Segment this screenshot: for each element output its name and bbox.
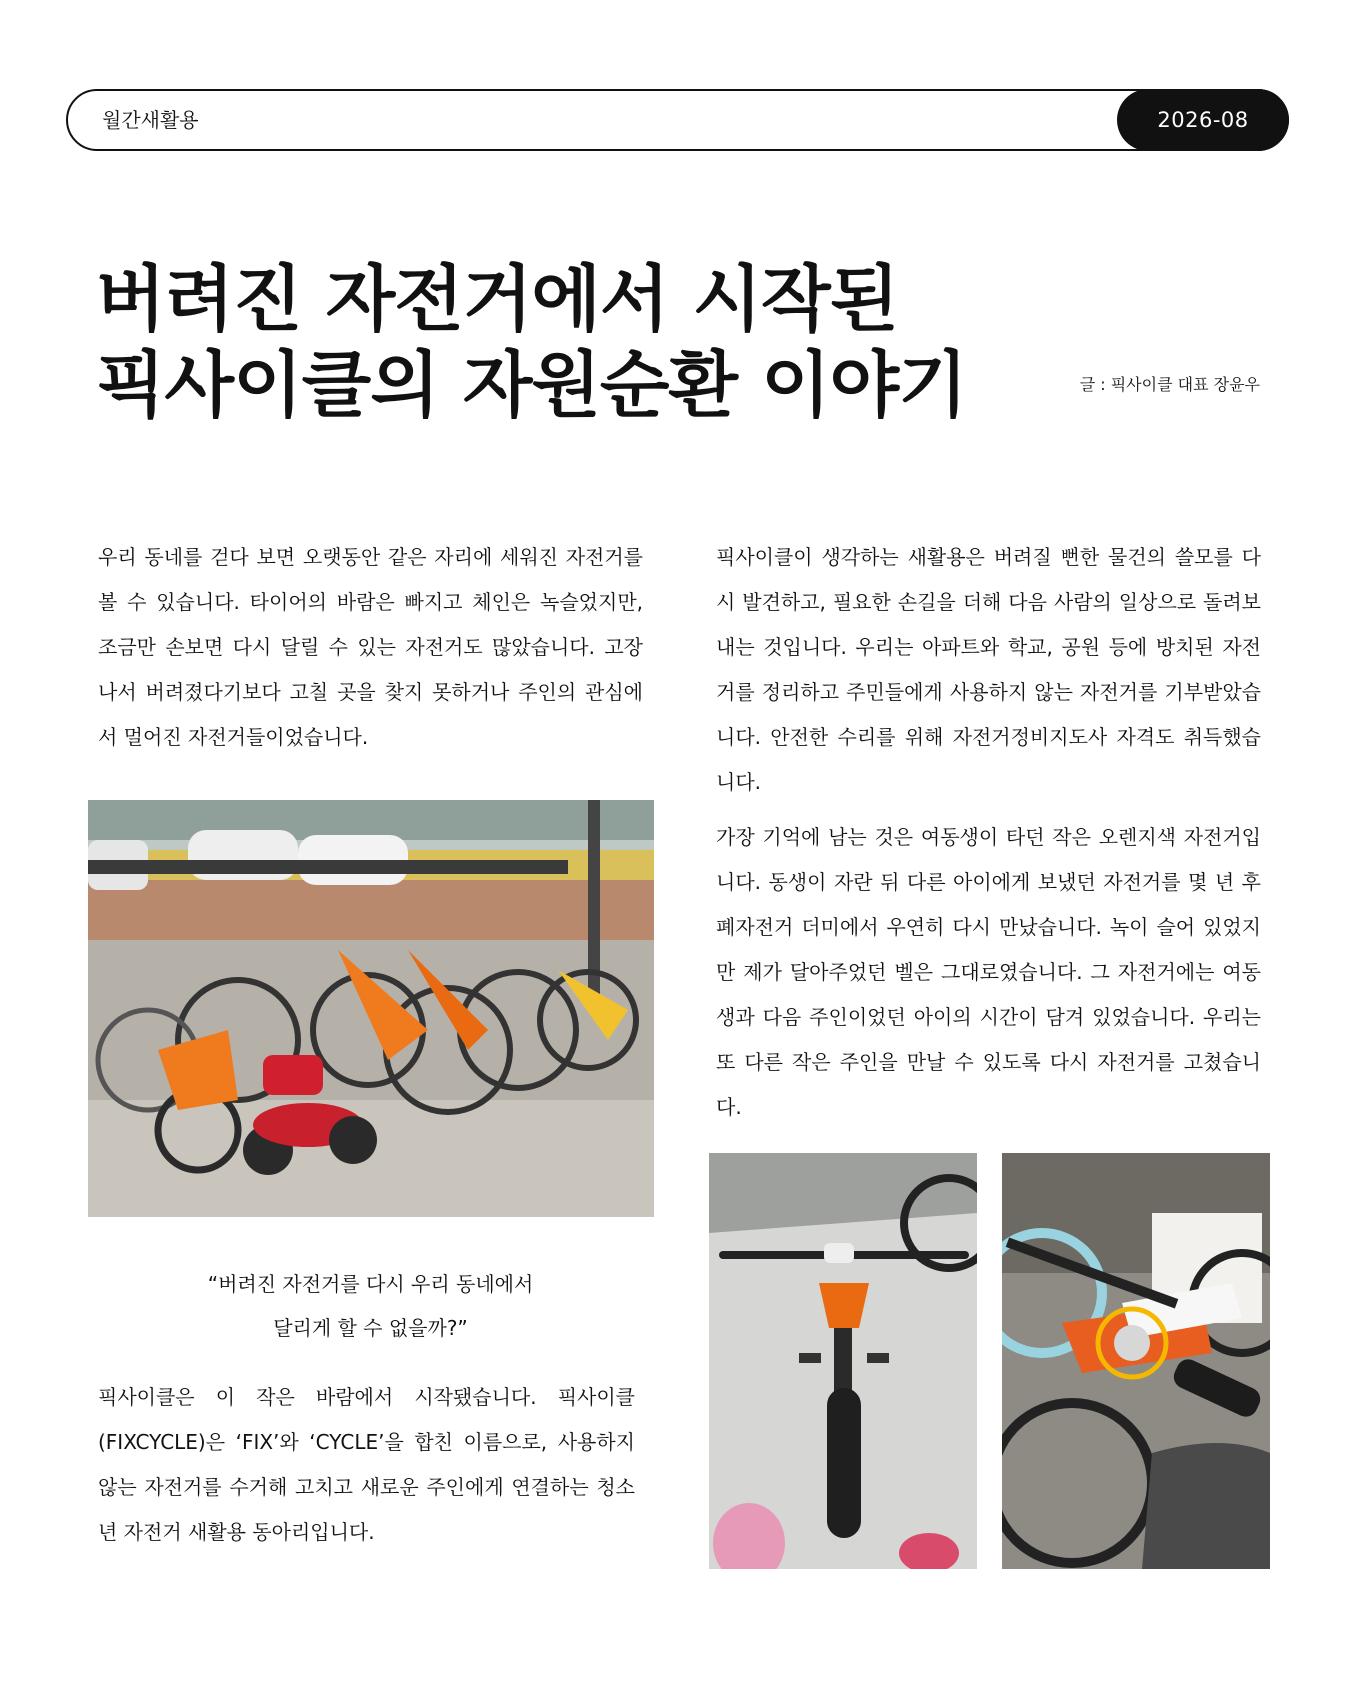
issue-badge: 2026-08 xyxy=(1117,89,1289,151)
body-column-left-bottom xyxy=(98,1375,635,1555)
title-line-2: 픽사이클의 자원순환 이야기 xyxy=(96,343,967,427)
photo-bell-closeup xyxy=(1002,1153,1270,1569)
quote-line-2: 달리게 할 수 없을까?” xyxy=(273,1316,468,1340)
paragraph: 우리 동네를 걷다 보면 오랫동안 같은 자리에 세워진 자전거를 볼 수 있습니다. 타이어의 바람은 빠지고 체인은 녹슬었지만, 조금만 손보면 다시 달릴 수 있는 자전거도 많았습니다. 고장 나서 버려졌다기보다 고칠 곳을 찾지 못하거나 주인의 관심에서 멀어진 자전거들이었습니다. xyxy=(98,545,643,749)
masthead-bar xyxy=(66,89,1289,151)
title-line-1: 버려진 자전거에서 시작된 xyxy=(96,257,899,341)
quote-line-1: “버려진 자전거를 다시 우리 동네에서 xyxy=(207,1272,534,1296)
article-title xyxy=(96,256,967,428)
photo-abandoned-bikes xyxy=(88,800,654,1217)
paragraph: 픽사이클은 이 작은 바람에서 시작됐습니다. 픽사이클(FIXCYCLE)은 ‘FIX’와 ‘CYCLE’을 합친 이름으로, 사용하지 않는 자전거를 수거해 고치고 새로운 주인에게 연결하는 청소년 자전거 새활용 동아리입니다. xyxy=(98,1385,635,1544)
body-column-left xyxy=(98,535,643,760)
photo-bike-front-view xyxy=(709,1153,977,1569)
byline: 글 : 픽사이클 대표 장윤우 xyxy=(1079,375,1260,394)
magazine-name: 월간새활용 xyxy=(102,108,199,132)
pull-quote xyxy=(88,1262,653,1350)
body-column-right xyxy=(716,535,1261,1130)
paragraph: 픽사이클이 생각하는 새활용은 버려질 뻔한 물건의 쓸모를 다시 발견하고, 필요한 손길을 더해 다음 사람의 일상으로 돌려보내는 것입니다. 우리는 아파트와 학교, 공원 등에 방치된 자전거를 정리하고 주민들에게 사용하지 않는 자전거를 기부받았습니다. 안전한 수리를 위해 자전거정비지도사 자격도 취득했습니다. xyxy=(716,545,1261,794)
paragraph: 가장 기억에 남는 것은 여동생이 타던 작은 오렌지색 자전거입니다. 동생이 자란 뒤 다른 아이에게 보냈던 자전거를 몇 년 후 폐자전거 더미에서 우연히 다시 만났습니다. 녹이 슬어 있었지만 제가 달아주었던 벨은 그대로였습니다. 그 자전거에는 여동생과 다음 주인이었던 아이의 시간이 담겨 있었습니다. 우리는 또 다른 작은 주인을 만날 수 있도록 다시 자전거를 고쳤습니다. xyxy=(716,825,1261,1119)
